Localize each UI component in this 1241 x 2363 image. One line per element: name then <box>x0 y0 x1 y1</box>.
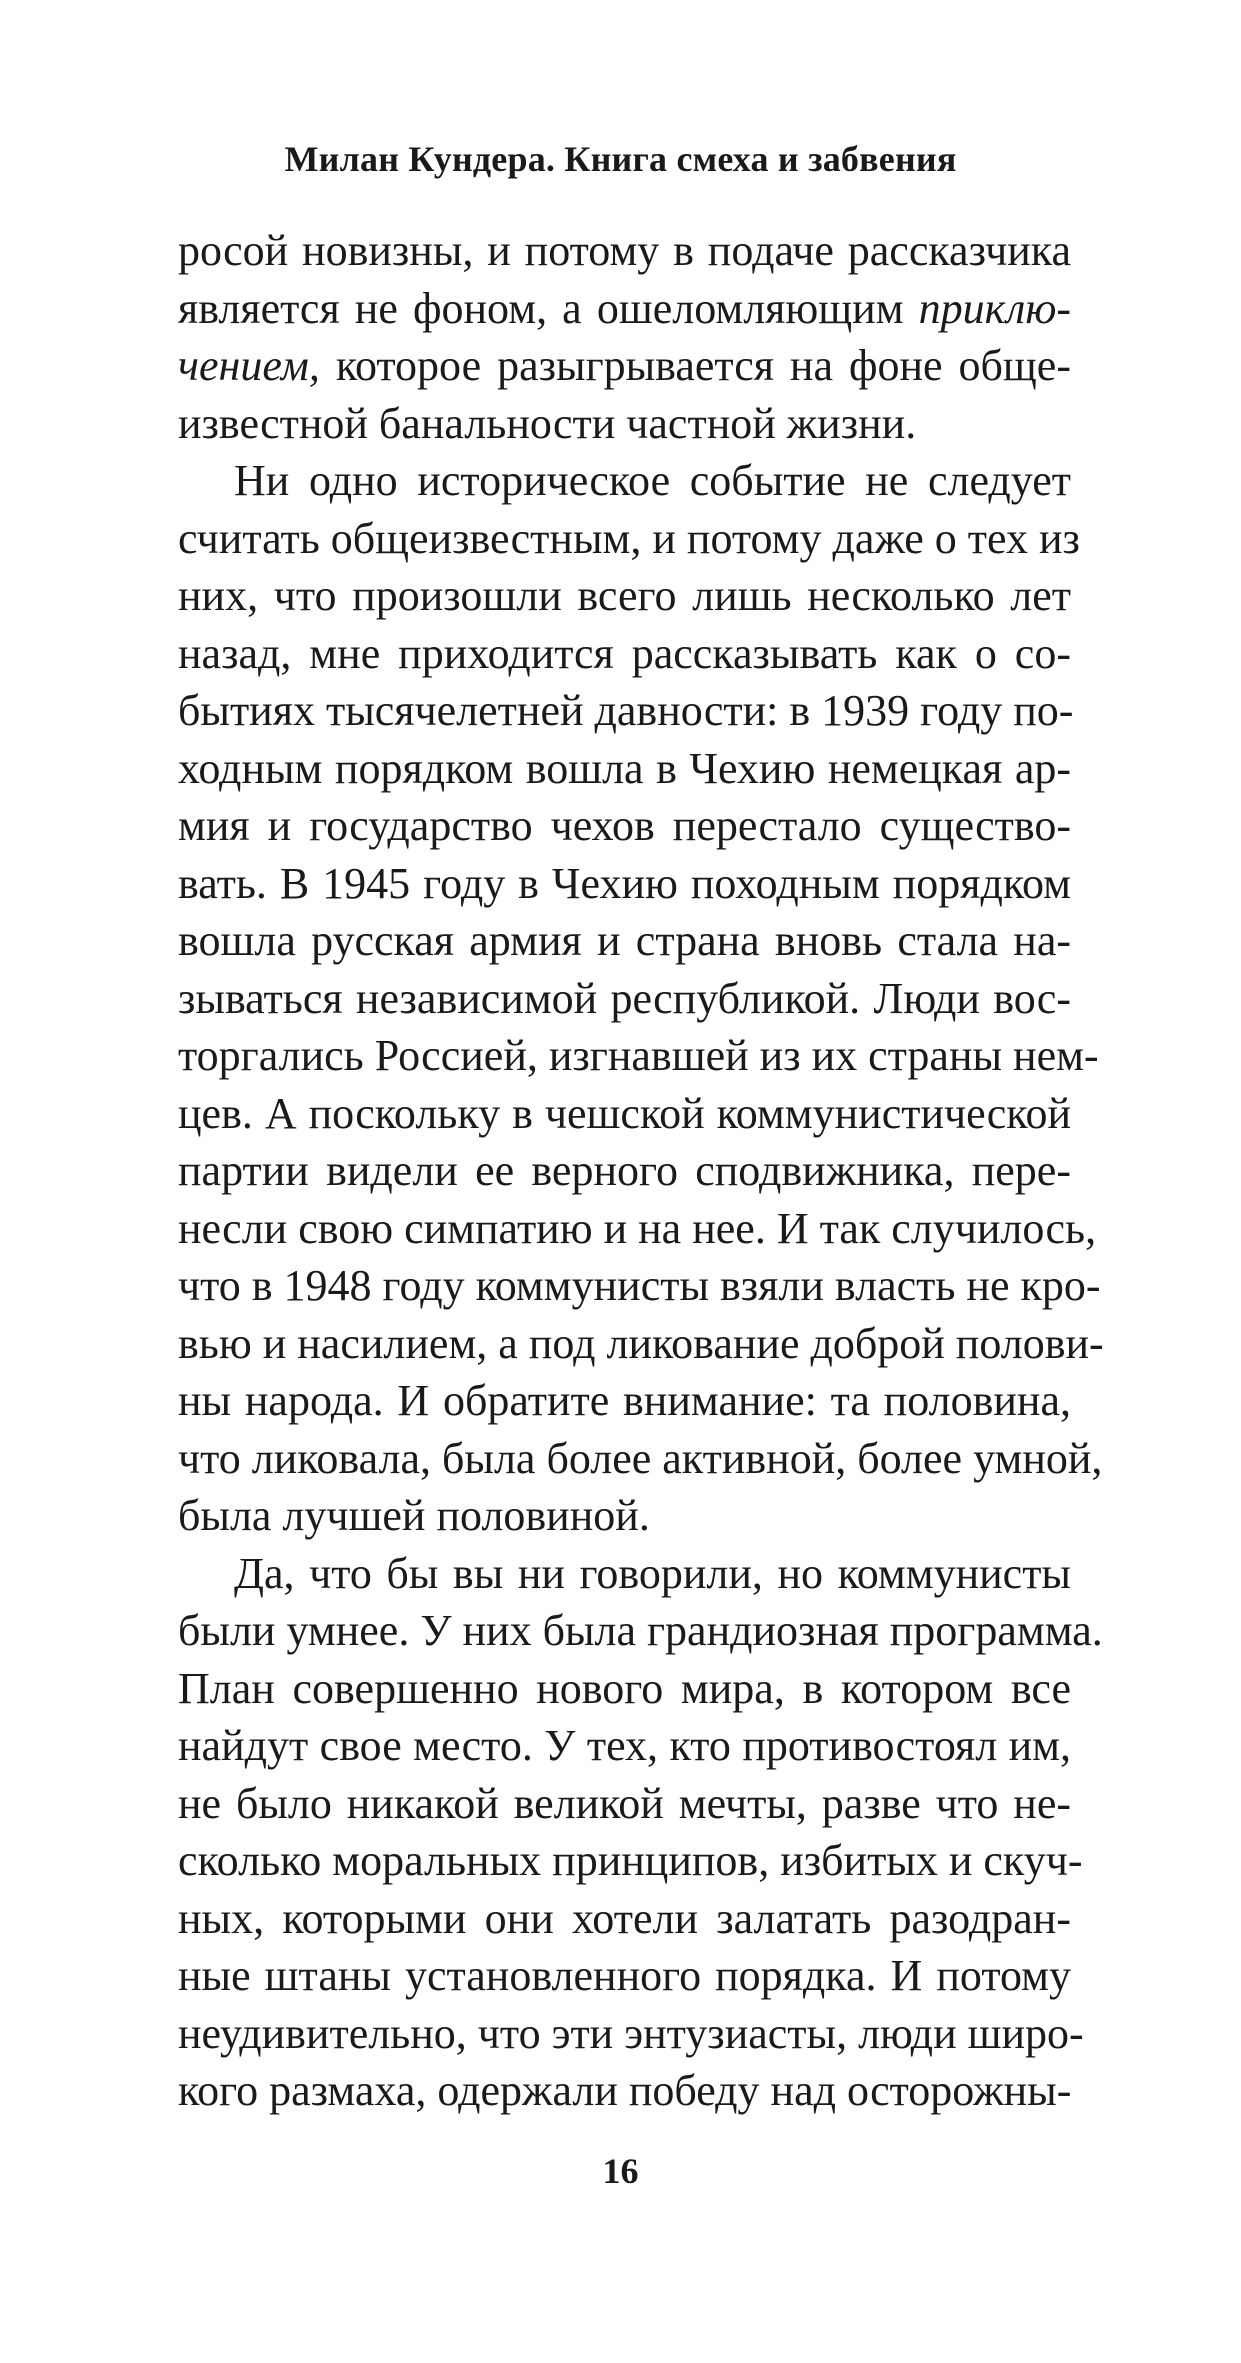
text-line <box>178 1085 1071 1143</box>
text-run: известной банальности частной жизни. <box>178 398 917 448</box>
text-run: ных, которыми они хотели залатать разодран- <box>178 1893 1071 1943</box>
text-line <box>178 1545 1071 1603</box>
text-line <box>178 1200 1097 1258</box>
text-line <box>178 1430 1103 1488</box>
text-run: вошла русская армия и страна вновь стала на- <box>178 916 1071 965</box>
page-number: 16 <box>602 2151 639 2191</box>
text-line <box>178 2062 1071 2120</box>
text-run: росой новизны, и потому в подаче рассказчика <box>178 226 1071 275</box>
text-run: ны народа. И обратите внимание: та половина, <box>178 1376 1071 1425</box>
text-line <box>178 1775 1071 1833</box>
text-run: кого размаха, одержали победу над осторожны- <box>178 2066 1072 2115</box>
text-line <box>178 395 1071 453</box>
text-run: является не фоном, а ошеломляющим <box>178 283 919 333</box>
text-run: них, что произошли всего лишь несколько лет <box>178 571 1071 620</box>
text-line <box>178 1717 1071 1775</box>
text-line <box>178 855 1071 913</box>
text-line <box>178 912 1071 970</box>
italic-run: приклю- <box>918 283 1071 333</box>
text-run: не было никакой великой мечты, разве что не- <box>178 1778 1071 1828</box>
text-run: мия и государство чехов перестало существо- <box>178 801 1071 850</box>
text-run: назад, мне приходится рассказывать как о со- <box>178 628 1071 678</box>
text-line <box>178 510 1080 568</box>
italic-run: чением, <box>178 341 320 390</box>
text-run: что в 1948 году коммунисты взяли власть не кро- <box>178 1261 1101 1310</box>
text-run: цев. А поскольку в чешской коммунистической <box>178 1088 1071 1138</box>
text-line <box>178 1487 1071 1545</box>
text-line <box>178 1947 1071 2005</box>
text-line <box>178 1142 1071 1200</box>
text-run: несли свою симпатию и на нее. И так случилось, <box>178 1203 1097 1253</box>
text-run: были умнее. У них была грандиозная программа. <box>178 1606 1103 1655</box>
text-line <box>178 280 1071 338</box>
text-run: торгались Россией, изгнавшей из их страны нем- <box>178 1031 1099 1080</box>
text-run: вать. В 1945 году в Чехию походным порядком <box>178 858 1071 908</box>
text-run: сколько моральных принципов, избитых и скуч- <box>178 1836 1083 1885</box>
text-run: партии видели ее верного сподвижника, пере- <box>178 1146 1071 1195</box>
text-run: найдут свое место. У тех, кто противостоял им, <box>178 1721 1071 1770</box>
text-run: бытиях тысячелетней давности: в 1939 году по- <box>178 686 1074 735</box>
text-line <box>178 222 1071 280</box>
text-run: считать общеизвестным, и потому даже о тех из <box>178 513 1080 563</box>
text-line <box>178 1372 1071 1430</box>
text-run: что ликовала, была более активной, более умной, <box>178 1433 1103 1483</box>
text-line <box>178 337 1071 395</box>
text-run: зываться независимой республикой. Люди вос- <box>178 973 1071 1023</box>
text-run: Ни одно историческое событие не следует <box>234 456 1071 505</box>
text-run: Да, что бы вы ни говорили, но коммунисты <box>234 1548 1071 1598</box>
text-line <box>178 1027 1099 1085</box>
text-line <box>178 1890 1071 1948</box>
running-title: Милан Кундера. Книга смеха и забвения <box>284 139 957 179</box>
text-run: ходным порядком вошла в Чехию немецкая ар- <box>178 743 1071 793</box>
text-line <box>178 970 1071 1028</box>
text-line <box>178 1602 1103 1660</box>
text-line <box>178 452 1071 510</box>
text-run: неудивительно, что эти энтузиасты, люди широ- <box>178 2008 1084 2058</box>
text-line <box>178 567 1071 625</box>
text-line <box>178 1257 1101 1315</box>
text-line <box>178 682 1074 740</box>
text-run: была лучшей половиной. <box>178 1491 650 1540</box>
text-run: вью и насилием, а под ликование доброй полови- <box>178 1318 1104 1368</box>
text-line <box>178 1660 1071 1718</box>
text-run: ные штаны установленного порядка. И потому <box>178 1951 1071 2000</box>
text-line <box>178 1315 1104 1373</box>
text-line <box>178 625 1071 683</box>
text-line <box>178 2005 1084 2063</box>
text-line <box>178 1832 1083 1890</box>
text-run: которое разыгрывается на фоне обще- <box>319 341 1071 390</box>
text-line <box>178 797 1071 855</box>
text-run: План совершенно нового мира, в котором все <box>178 1663 1071 1713</box>
text-line <box>178 740 1071 798</box>
body-text <box>178 222 1104 2120</box>
